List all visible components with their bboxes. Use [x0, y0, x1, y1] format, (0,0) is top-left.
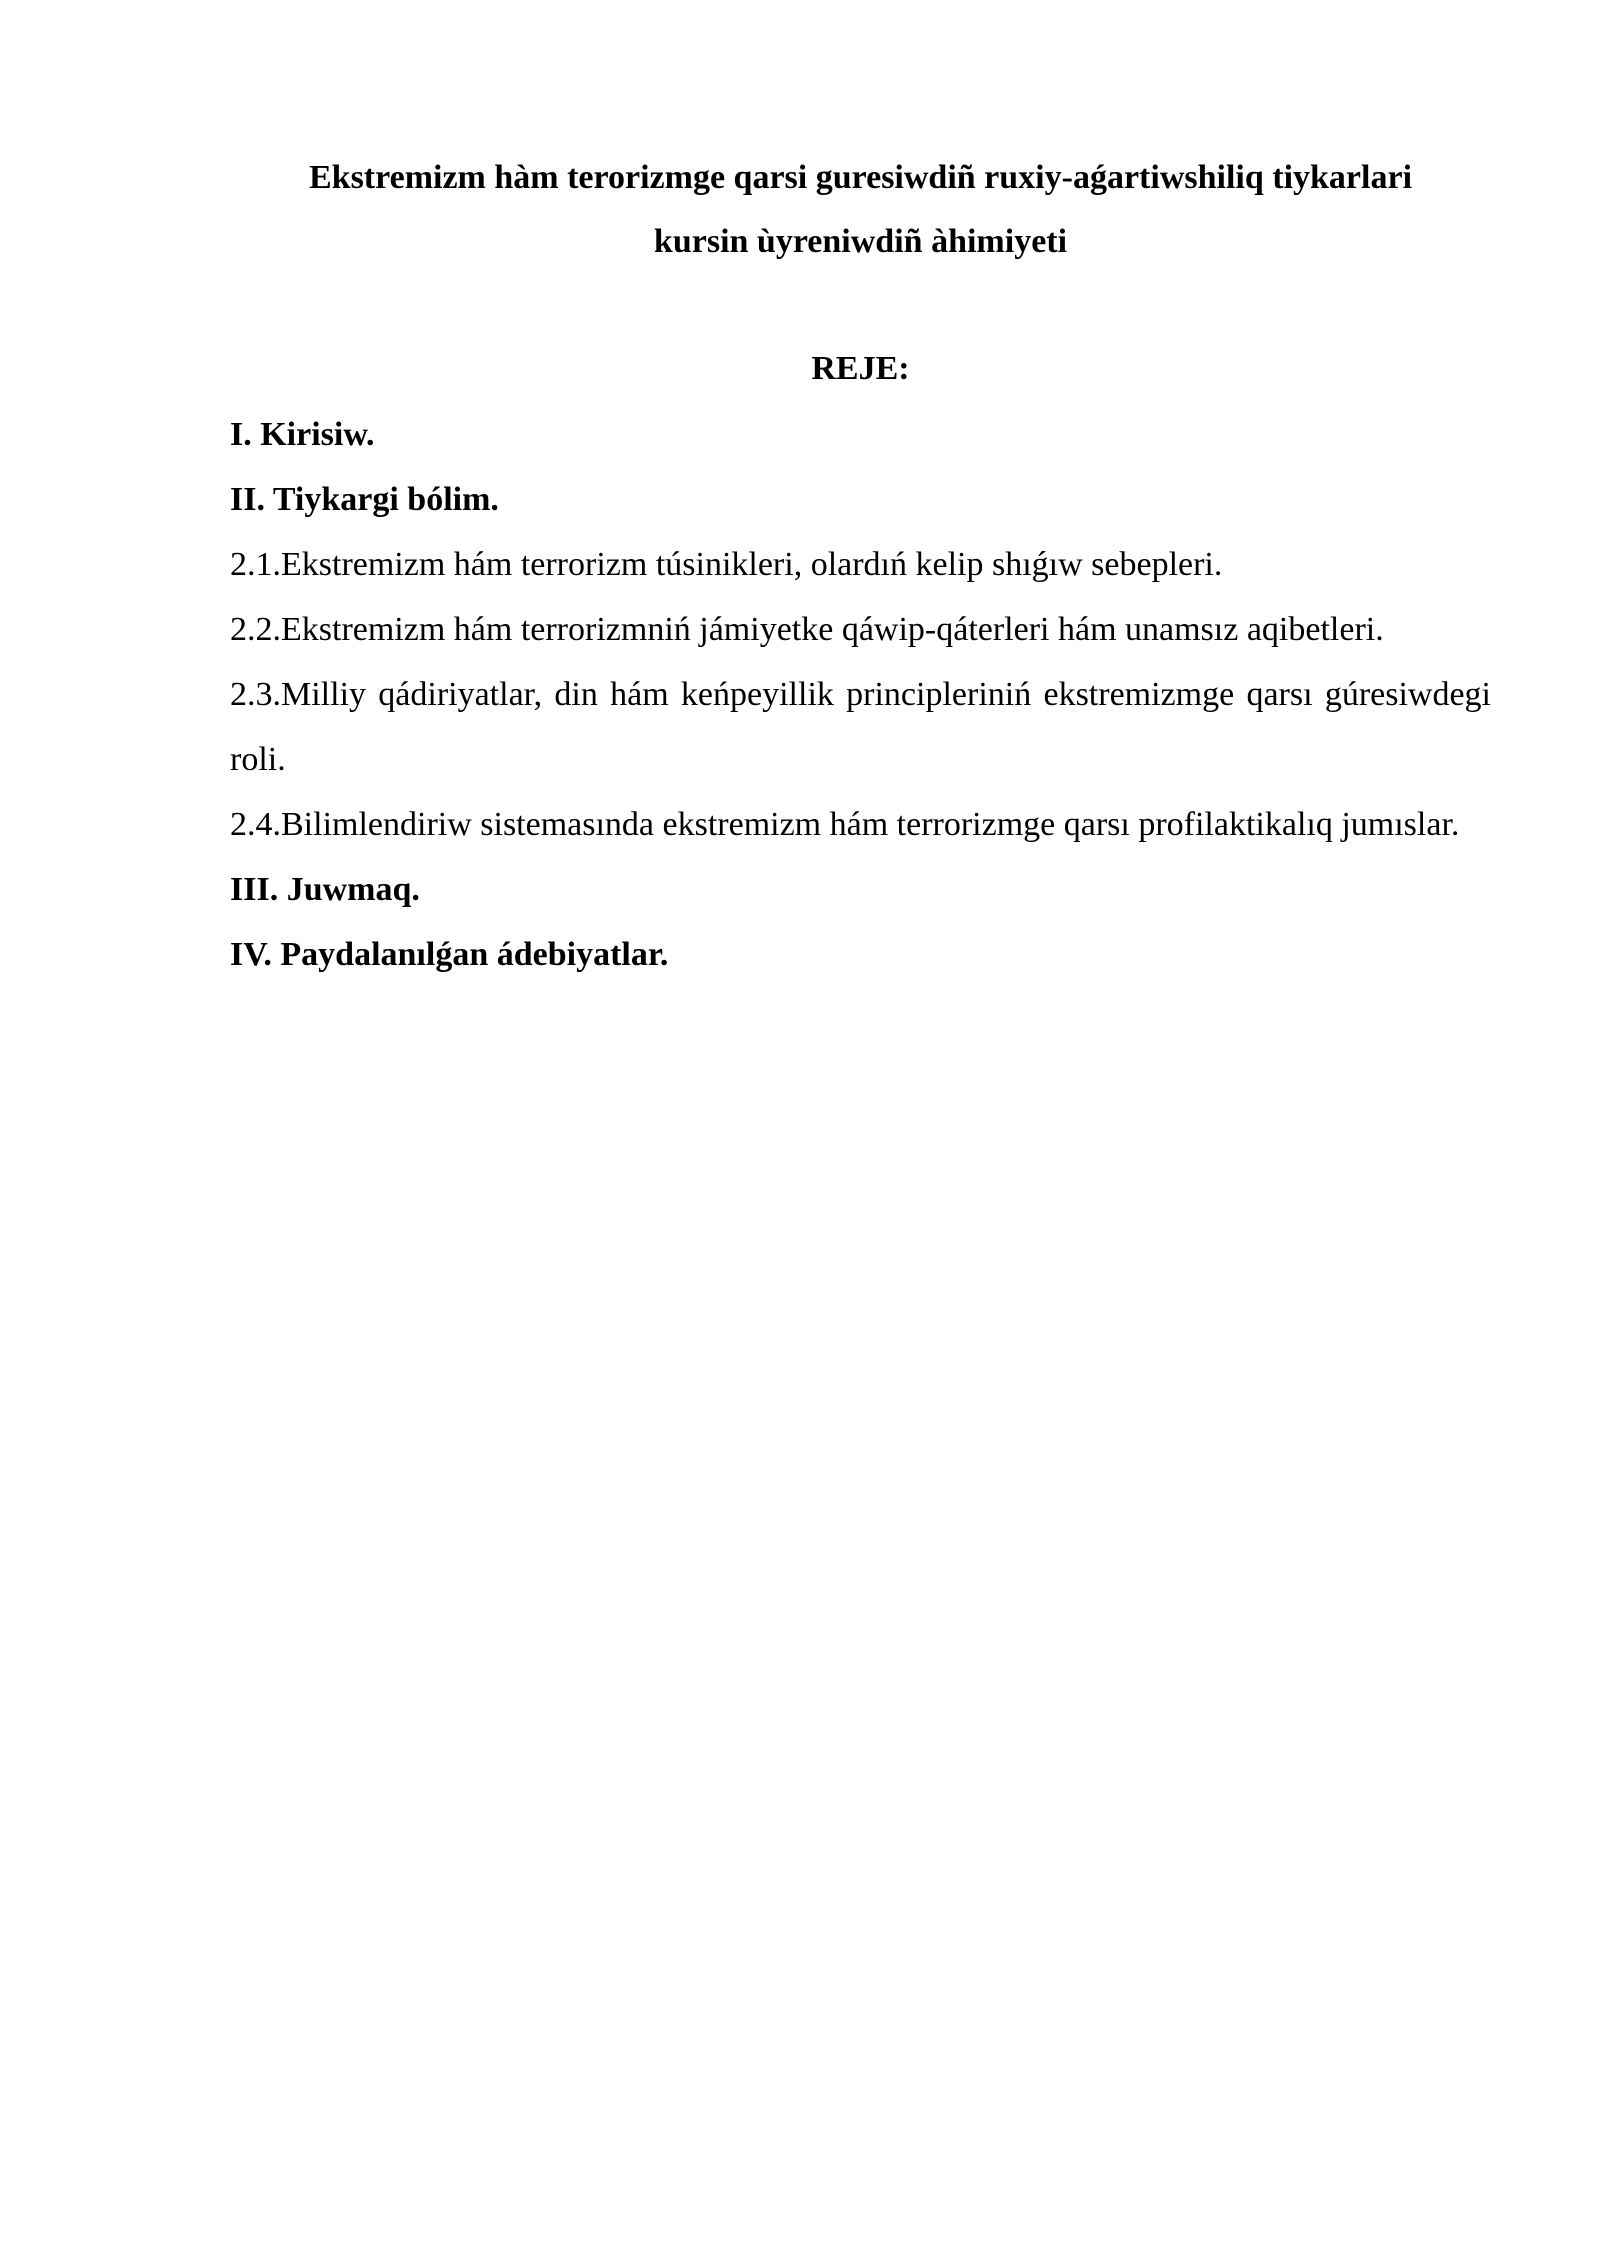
document-title	[230, 146, 1491, 274]
plan-list	[230, 402, 1491, 987]
plan-item-2-2: 2.2.Ekstremizm hám terrorizmniń jámiyetke qáwip-qáterleri hám unamsız aqibetleri.	[230, 611, 1384, 648]
plan-item-conclusion: III. Juwmaq.	[230, 871, 420, 908]
plan-item-2-3: 2.3.Milliy qádiriyatlar, din hám keńpeyillik principleriniń ekstremizmge qarsı gúresiwdegi roli.	[230, 676, 1491, 778]
plan-item-2-1: 2.1.Ekstremizm hám terrorizm túsinikleri, olardıń kelip shıǵıw sebepleri.	[230, 546, 1223, 583]
title-line-1: Ekstremizm hàm terorizmge qarsi guresiwdiñ ruxiy-aǵartiwshiliq tiykarlari	[308, 159, 1413, 196]
plan-item-main-part: II. Tiykargi bólim.	[230, 481, 499, 518]
plan-item-2-4: 2.4.Bilimlendiriw sistemasında ekstremizm hám terrorizmge qarsı profilaktikalıq jumıslar.	[230, 806, 1460, 843]
plan-item-references: IV. Paydalanılǵan ádebiyatlar.	[230, 936, 669, 973]
plan-heading: REJE:	[811, 350, 910, 387]
title-line-2: kursin ùyreniwdiñ àhimiyeti	[653, 223, 1068, 260]
plan-item-introduction: I. Kirisiw.	[230, 416, 375, 453]
